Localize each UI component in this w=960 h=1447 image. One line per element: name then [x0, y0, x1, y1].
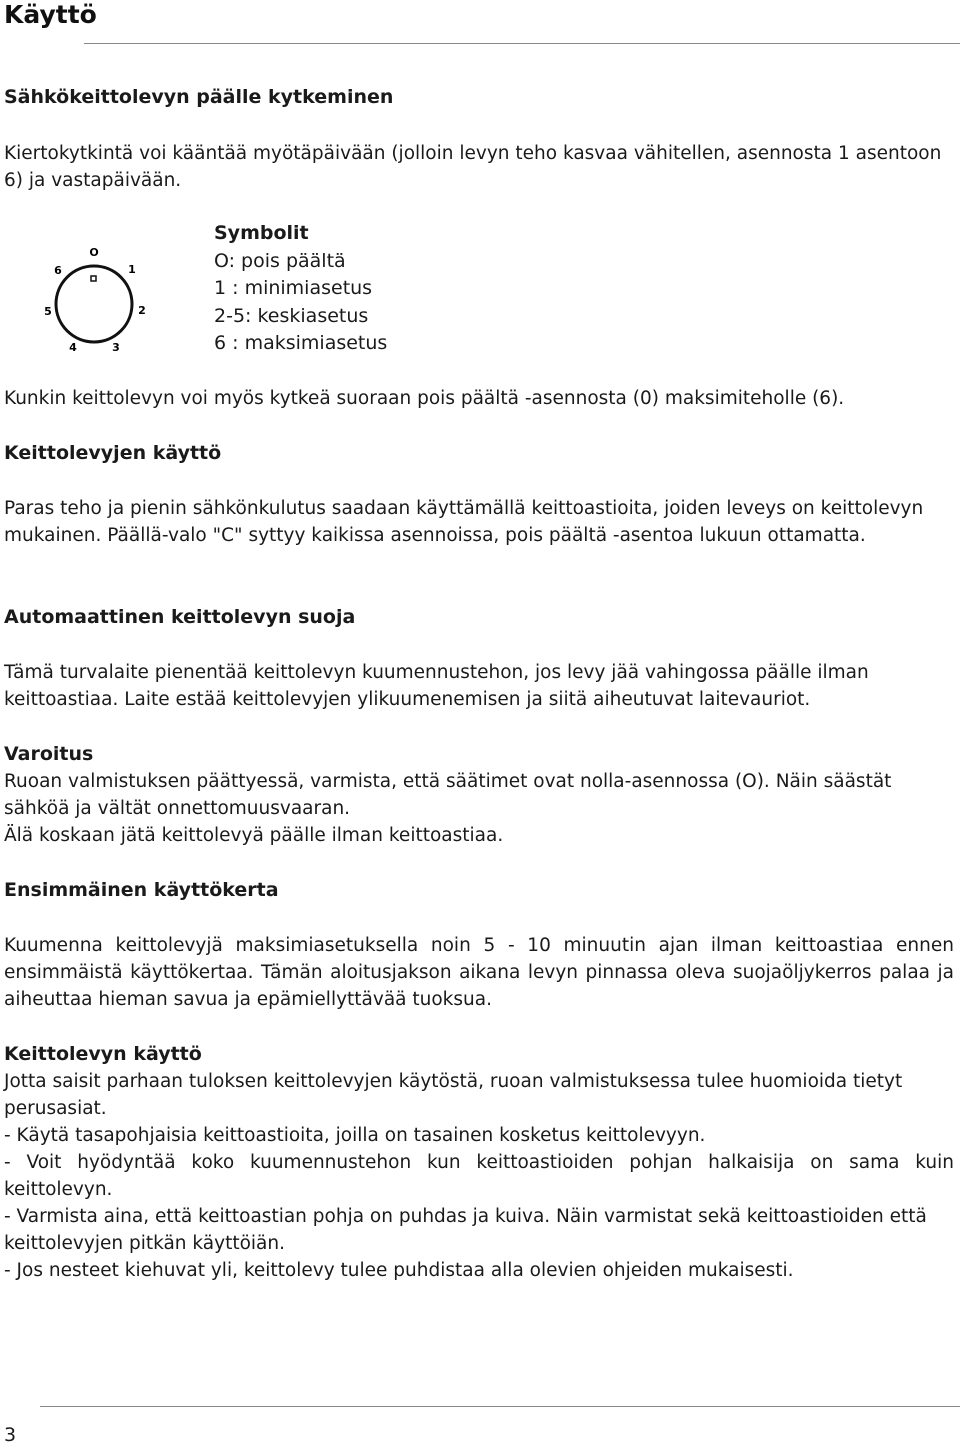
section-auto-protection: [4, 604, 954, 631]
warning-heading: Varoitus: [4, 743, 94, 765]
symbol-item: O: pois päältä: [214, 249, 346, 272]
section-power-on: [4, 84, 954, 111]
knob-label-1: 1: [128, 263, 136, 276]
section-heading: Sähkökeittolevyn päälle kytkeminen: [4, 86, 394, 108]
section-first-use-body: [4, 932, 954, 1013]
section-hob-usage-body: [4, 495, 954, 549]
knob-label-off: O: [89, 246, 99, 259]
paragraph: Paras teho ja pienin sähkönkulutus saadaan käyttämällä keittoastioita, joiden leveys on keittolevyn mukainen. Päällä-valo "C" syttyy kaikissa asennoissa, pois päältä -asentoa lukuun ottamatta.: [4, 498, 924, 546]
list-item: - Jos nesteet kiehuvat yli, keittolevy tulee puhdistaa alla olevien ohjeiden mukaisesti.: [4, 1260, 794, 1281]
footer-divider: [40, 1406, 960, 1407]
title-divider: [84, 43, 960, 44]
paragraph: Kiertokytkintä voi kääntää myötäpäivään (jolloin levyn teho kasvaa vähitellen, asennosta 1 asentoon 6) ja vastapäivään.: [4, 143, 942, 191]
paragraph: Tämä turvalaite pienentää keittolevyn kuumennustehon, jos levy jää vahingossa päälle ilman keittoastiaa. Laite estää keittolevyjen ylikuumenemisen ja siitä aiheutuvat laitevauriot.: [4, 662, 869, 710]
warning-text: Älä koskaan jätä keittolevyä päälle ilman keittoastiaa.: [4, 825, 504, 846]
paragraph: Kuumenna keittolevyjä maksimiasetuksella noin 5 - 10 minuutin ajan ilman keittoastiaa ennen ensimmäistä käyttökertaa. Tämän aloitusjakson aikana levyn pinnassa oleva suojaöljykerros palaa ja aiheuttaa hieman savua ja epämiellyttävää tuoksua.: [4, 935, 954, 1010]
section-auto-protection-body: [4, 659, 954, 713]
section-first-use: [4, 877, 954, 904]
symbols-note: [4, 385, 954, 412]
warning-block: [4, 741, 954, 849]
knob-label-2: 2: [138, 304, 146, 317]
knob-ring: [56, 266, 132, 342]
symbol-item: 1 : minimiasetus: [214, 277, 373, 299]
warning-text: Ruoan valmistuksen päättyessä, varmista, että säätimet ovat nolla-asennossa (O). Näin säästät sähköä ja vältät onnettomuusvaaran.: [4, 771, 892, 819]
paragraph: Jotta saisit parhaan tuloksen keittolevyjen käytöstä, ruoan valmistuksessa tulee huomioida tietyt perusasiat.: [4, 1071, 903, 1119]
page-title: Käyttö: [4, 0, 97, 29]
symbol-item: 2-5: keskiasetus: [214, 304, 369, 327]
knob-label-5: 5: [44, 305, 52, 318]
list-item: - Käytä tasapohjaisia keittoastioita, joilla on tasainen kosketus keittolevyyn.: [4, 1125, 706, 1146]
section-heading: Ensimmäinen käyttökerta: [4, 879, 279, 901]
knob-label-3: 3: [112, 341, 120, 354]
section-hob-tips: [4, 1041, 954, 1284]
list-item: - Voit hyödyntää koko kuumennustehon kun keittoastioiden pohjan halkaisija on sama kuin keittolevyn.: [4, 1152, 954, 1200]
symbol-item: 6 : maksimiasetus: [214, 332, 388, 354]
knob-indicator-mark: [91, 276, 96, 281]
symbols-heading: Symbolit: [214, 222, 309, 244]
section-heading: Keittolevyjen käyttö: [4, 442, 222, 464]
page-number: 3: [4, 1424, 17, 1446]
paragraph: Kunkin keittolevyn voi myös kytkeä suoraan pois päältä -asennosta (0) maksimiteholle (6).: [4, 388, 845, 409]
symbols-legend: [214, 220, 387, 358]
knob-label-4: 4: [69, 341, 77, 354]
section-heading: Automaattinen keittolevyn suoja: [4, 606, 356, 628]
section-hob-usage: [4, 440, 954, 467]
list-item: - Varmista aina, että keittoastian pohja on puhdas ja kuiva. Näin varmistat sekä keittoastioiden että keittolevyjen pitkän käyttöiän.: [4, 1206, 927, 1254]
knob-diagram: [36, 240, 156, 360]
section-heading: Keittolevyn käyttö: [4, 1043, 202, 1065]
knob-label-6: 6: [54, 264, 62, 277]
section-power-on-body: [4, 140, 954, 194]
